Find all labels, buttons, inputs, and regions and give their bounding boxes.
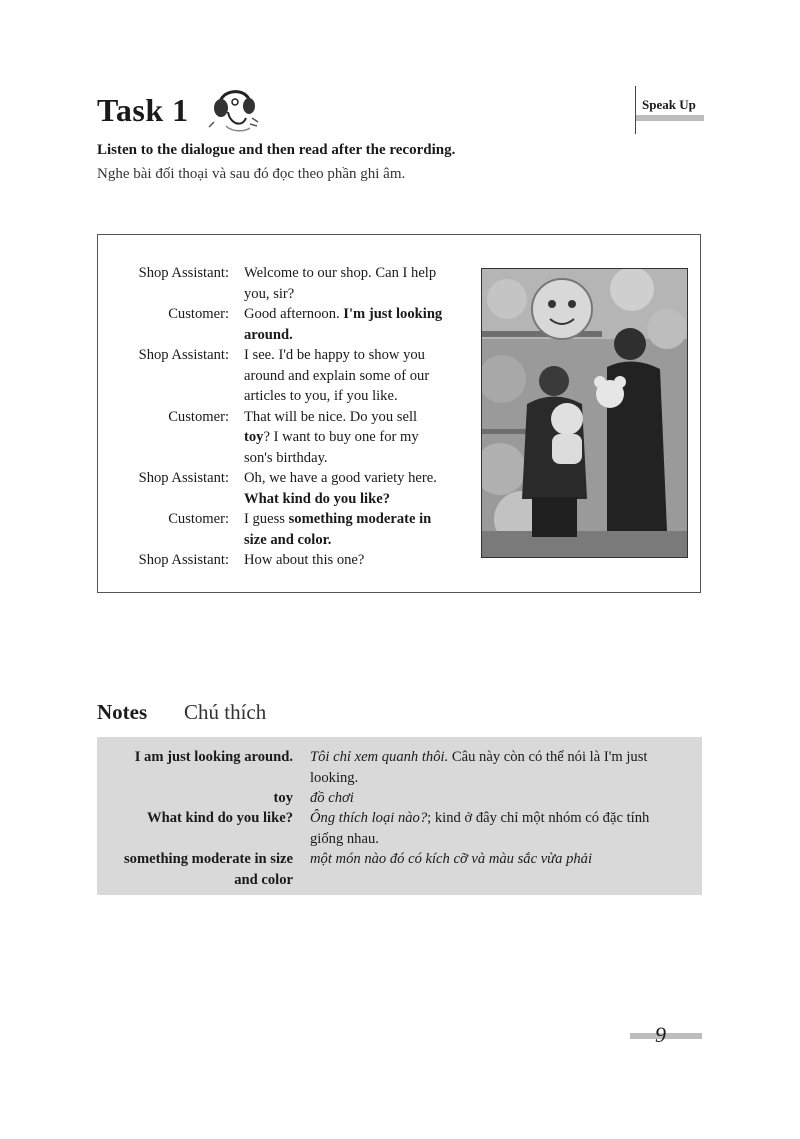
dialogue-line [98, 468, 470, 509]
dialogue-line [98, 509, 470, 550]
speech [244, 468, 470, 509]
speaker: Shop Assistant: [138, 347, 229, 363]
instruction-english: Listen to the dialogue and then read after the recording. [97, 142, 456, 158]
speaker: Customer: [168, 306, 229, 322]
speech-text: articles to you, if you like. [244, 388, 398, 404]
note-term: What kind do you like? [147, 810, 293, 826]
speaker: Customer: [168, 408, 229, 425]
speech-key-phrase: toy [244, 429, 264, 445]
page-number: 9 [655, 1022, 666, 1047]
instruction-vietnamese: Nghe bài đối thoại và sau đó đọc theo phần ghi âm. [97, 166, 406, 182]
toy-shop-photo [481, 268, 688, 558]
note-translation: một món nào đó có kích cỡ và màu sắc vừa phải [310, 851, 593, 867]
speech-text: I see. I'd be happy to show you [244, 347, 425, 363]
note-definition [310, 849, 700, 870]
dialogue-line [98, 550, 470, 571]
note-translation: đồ chơi [310, 790, 354, 806]
speech-text: Good afternoon. [244, 306, 344, 322]
note-explanation: giống nhau. [310, 830, 379, 847]
section-tab [635, 86, 704, 134]
speech-text: son's birthday. [244, 449, 328, 466]
note-explanation: Câu này còn có thể nói là I'm just [448, 749, 648, 765]
note-term-line: something moderate in size [123, 851, 293, 867]
dialogue [98, 263, 470, 571]
section-label: Speak Up [642, 97, 696, 112]
speaker: Shop Assistant: [138, 552, 229, 568]
dialogue-line [98, 345, 470, 407]
speech-text: I guess [244, 511, 289, 527]
task-title: Task 1 [97, 92, 189, 128]
speaker: Customer: [168, 511, 229, 527]
notes-title: Notes [97, 700, 148, 724]
note-translation: Ông thích loại nào? [310, 810, 428, 826]
note-definition [310, 808, 700, 849]
note-term [97, 849, 293, 890]
speech [244, 550, 470, 571]
note-term: I am just looking around. [134, 749, 293, 765]
dialogue-line [98, 263, 470, 304]
note-explanation: ; kind ở đây chỉ một nhóm có đặc tính [427, 810, 650, 826]
page-number-bar [630, 1033, 702, 1039]
speech-text: around and explain some of our [244, 367, 430, 384]
speech-text: ? I want to buy one for my [263, 429, 419, 445]
speech-key-phrase: What kind do you like? [244, 490, 390, 507]
speech [244, 345, 470, 407]
dialogue-line [98, 304, 470, 345]
speech-key-phrase: size and color. [244, 531, 332, 548]
notes-title-vietnamese: Chú thích [184, 700, 267, 724]
dialogue-box [97, 234, 701, 593]
note-term: toy [273, 790, 293, 806]
speech-text: How about this one? [244, 552, 365, 568]
speech [244, 263, 470, 304]
speech-key-phrase: I'm just looking [343, 306, 443, 322]
speech-text: Welcome to our shop. Can I help [244, 265, 437, 281]
photo-illustration [482, 269, 688, 558]
section-bar [636, 115, 704, 121]
note-explanation: looking. [310, 769, 359, 786]
speech [244, 304, 470, 345]
speaker: Shop Assistant: [138, 265, 229, 281]
note-definition [310, 788, 700, 809]
cartoon-headphones-icon [206, 82, 264, 134]
speaker: Shop Assistant: [138, 470, 229, 486]
note-definition [310, 747, 700, 788]
note-term-line: and color [234, 871, 293, 888]
note-translation: Tôi chỉ xem quanh thôi. [310, 749, 449, 765]
speech-text: you, sir? [244, 285, 295, 302]
speech [244, 509, 470, 550]
speech-key-phrase: around. [244, 326, 293, 343]
speech [244, 407, 470, 469]
notes-box [97, 737, 702, 895]
speech-key-phrase: something moderate in [288, 511, 432, 527]
speech-text: Oh, we have a good variety here. [244, 470, 437, 486]
dialogue-line [98, 407, 470, 469]
speech-text: That will be nice. Do you sell [244, 408, 418, 425]
